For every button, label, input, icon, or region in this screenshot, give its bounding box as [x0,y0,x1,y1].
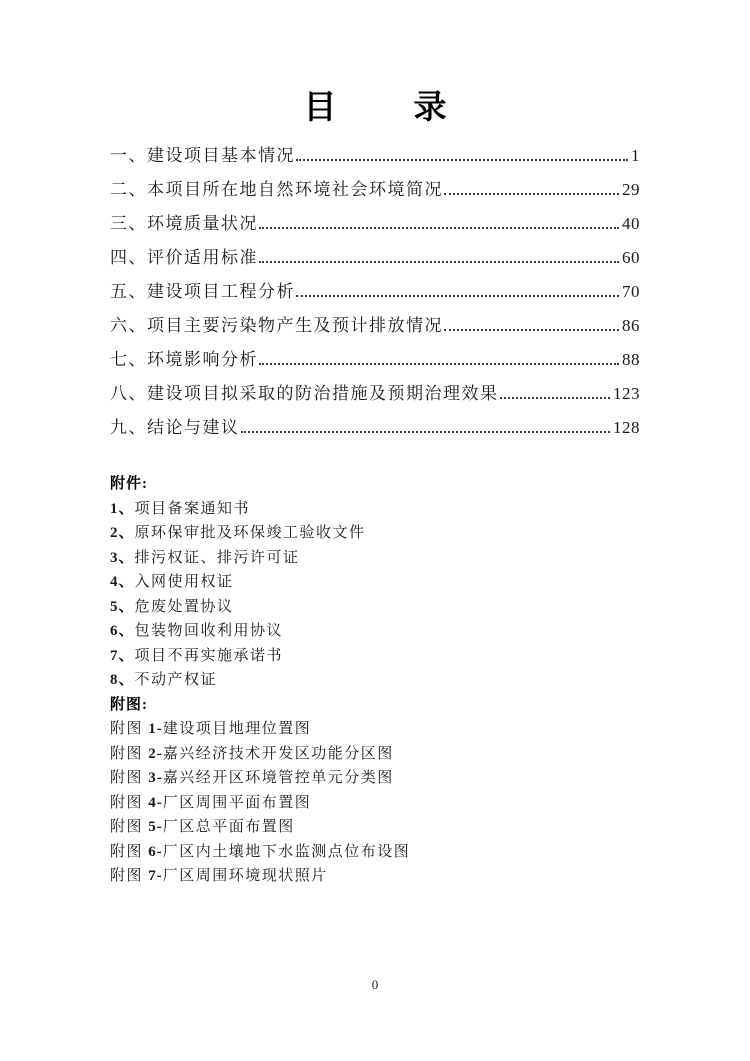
toc-page-number: 123 [613,384,640,403]
toc-page-number: 1 [631,146,640,165]
page-title-char: 录 [413,90,447,126]
toc-leader-dots [296,295,619,297]
attachment-item-number: 7、 [110,647,135,664]
attachment-item-number: 4、 [110,574,135,590]
toc-leader-dots [444,329,619,331]
attachment-item-number: 1、 [110,500,135,517]
figure-item-number: 2- [148,745,163,762]
figure-item-prefix: 附图 [110,868,149,884]
figure-item-title: 嘉兴经开区环境管控单元分类图 [162,770,394,786]
figure-item [110,840,640,865]
attachment-item-number: 6、 [110,623,135,639]
toc-page-number: 86 [622,316,640,335]
figure-item [110,742,640,767]
attachment-item [110,546,640,571]
figure-item-number: 7- [148,868,163,884]
toc-entry[interactable] [110,411,640,445]
toc-entry[interactable] [110,275,640,309]
figure-item-prefix: 附图 [110,770,149,786]
attachment-item [110,570,640,595]
attachments-section [110,472,640,693]
figure-item-prefix: 附图 [110,819,149,835]
toc-leader-dots [296,159,628,161]
toc-page-number: 70 [622,282,640,301]
toc-entry[interactable] [110,343,640,377]
figures-heading: 附图: [110,696,148,713]
toc-entry-label: 二、本项目所在地自然环境社会环境简况 [110,180,443,199]
figure-item [110,864,640,889]
toc-page-number: 60 [622,248,640,267]
figure-item-number: 4- [148,794,163,811]
attachment-item-number: 8、 [110,672,135,688]
page-title [110,89,640,127]
toc-entry-label: 三、环境质量状况 [110,214,258,233]
figure-item-title: 嘉兴经济技术开发区功能分区图 [162,745,394,762]
toc-leader-dots [259,227,619,229]
attachment-item-title: 项目不再实施承诺书 [134,647,284,664]
toc-entry[interactable] [110,139,640,173]
toc-entry[interactable] [110,241,640,275]
figure-item-number: 5- [148,819,163,835]
toc-page-number: 128 [613,418,640,437]
toc-entry-label: 六、项目主要污染物产生及预计排放情况 [110,316,443,335]
attachment-item [110,668,640,693]
toc-leader-dots [444,193,619,195]
toc-page-number: 29 [622,180,640,199]
figure-item-title: 建设项目地理位置图 [162,721,312,737]
figures-section [110,693,640,889]
toc-page-number: 88 [622,350,640,369]
figure-item [110,815,640,840]
figure-item-title: 厂区周围平面布置图 [162,794,312,811]
attachment-item-number: 3、 [110,549,135,566]
toc-page-number: 40 [622,214,640,233]
toc-leader-dots [259,363,619,365]
figure-item [110,717,640,742]
figure-item [110,766,640,791]
figure-item-number: 3- [148,770,163,786]
toc-entry[interactable] [110,309,640,343]
attachment-item-title: 入网使用权证 [134,574,234,590]
figure-item-number: 1- [148,721,163,737]
attachment-item-title: 不动产权证 [134,672,218,688]
attachment-item-title: 包装物回收利用协议 [134,623,284,639]
toc-entry-label: 九、结论与建议 [110,418,240,437]
attachment-item [110,521,640,546]
figure-item-prefix: 附图 [110,721,149,737]
figure-item-prefix: 附图 [110,843,149,860]
figure-item-title: 厂区内土壤地下水监测点位布设图 [162,843,411,860]
page-content [110,0,640,889]
figure-item-prefix: 附图 [110,745,149,762]
toc-leader-dots [500,397,611,399]
toc-entry-label: 五、建设项目工程分析 [110,282,295,301]
attachment-item [110,644,640,669]
toc-entry[interactable] [110,173,640,207]
attachment-item-title: 原环保审批及环保竣工验收文件 [134,525,366,541]
attachment-item-title: 危废处置协议 [134,598,234,615]
toc-leader-dots [241,431,611,433]
figure-item-prefix: 附图 [110,794,149,811]
figure-item [110,791,640,816]
attachment-item-number: 5、 [110,598,135,615]
attachment-item [110,619,640,644]
toc-entry[interactable] [110,377,640,411]
attachment-item-title: 项目备案通知书 [134,500,251,517]
page-title-char: 目 [303,90,337,126]
toc-entry[interactable] [110,207,640,241]
figure-item-title: 厂区总平面布置图 [162,819,295,835]
attachment-item [110,595,640,620]
attachment-item [110,497,640,522]
figure-item-title: 厂区周围环境现状照片 [162,868,328,884]
toc-entry-label: 一、建设项目基本情况 [110,146,295,165]
table-of-contents [110,139,640,445]
attachment-item-number: 2、 [110,525,135,541]
toc-entry-label: 七、环境影响分析 [110,350,258,369]
figure-item-number: 6- [148,843,163,860]
toc-entry-label: 八、建设项目拟采取的防治措施及预期治理效果 [110,384,499,403]
attachment-item-title: 排污权证、排污许可证 [134,549,300,566]
attachments-heading: 附件: [110,476,148,492]
footer-page-number: 0 [371,977,379,992]
toc-entry-label: 四、评价适用标准 [110,248,258,267]
toc-leader-dots [259,261,619,263]
